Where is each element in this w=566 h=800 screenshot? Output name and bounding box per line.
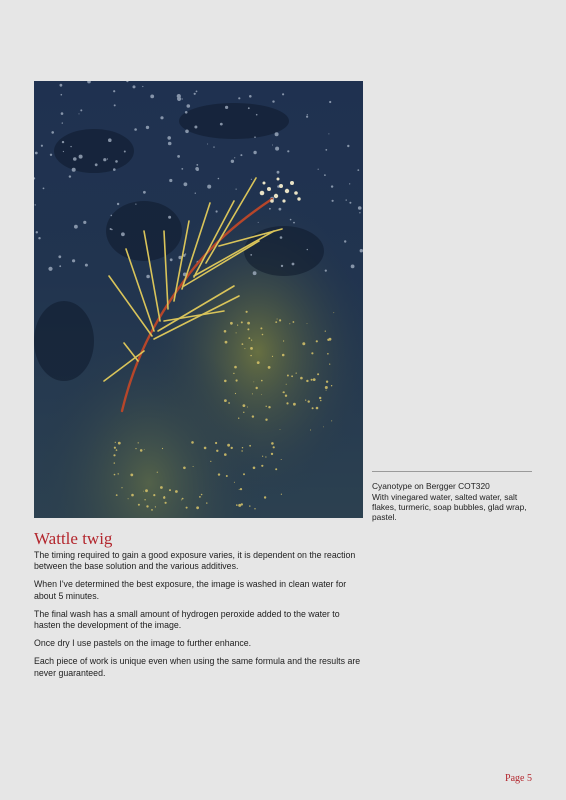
paragraph: Each piece of work is unique even when using the same formula and the results are never guaranteed. [34, 656, 361, 678]
article-heading: Wattle twig [34, 529, 113, 548]
artwork-photo [34, 81, 363, 518]
figure-caption [372, 471, 532, 522]
paragraph: The timing required to gain a good exposure varies, it is dependent on the reaction between the base solution and the various additives. [34, 550, 356, 572]
article-body [34, 550, 364, 686]
caption-body: With vinegared water, salted water, salt flakes, turmeric, soap bubbles, glad wrap, pastel. [372, 492, 527, 522]
caption-title: Cyanotype on Bergger COT320 [372, 481, 490, 491]
paragraph: Once dry I use pastels on the image to further enhance. [34, 638, 252, 649]
page-number: Page 5 [505, 773, 532, 784]
paragraph: The final wash has a small amount of hydrogen peroxide added to the water to hasten the development of the image. [34, 608, 340, 631]
paragraph: When I've determined the best exposure, the image is washed in clean water for about 5 minutes. [34, 579, 347, 601]
